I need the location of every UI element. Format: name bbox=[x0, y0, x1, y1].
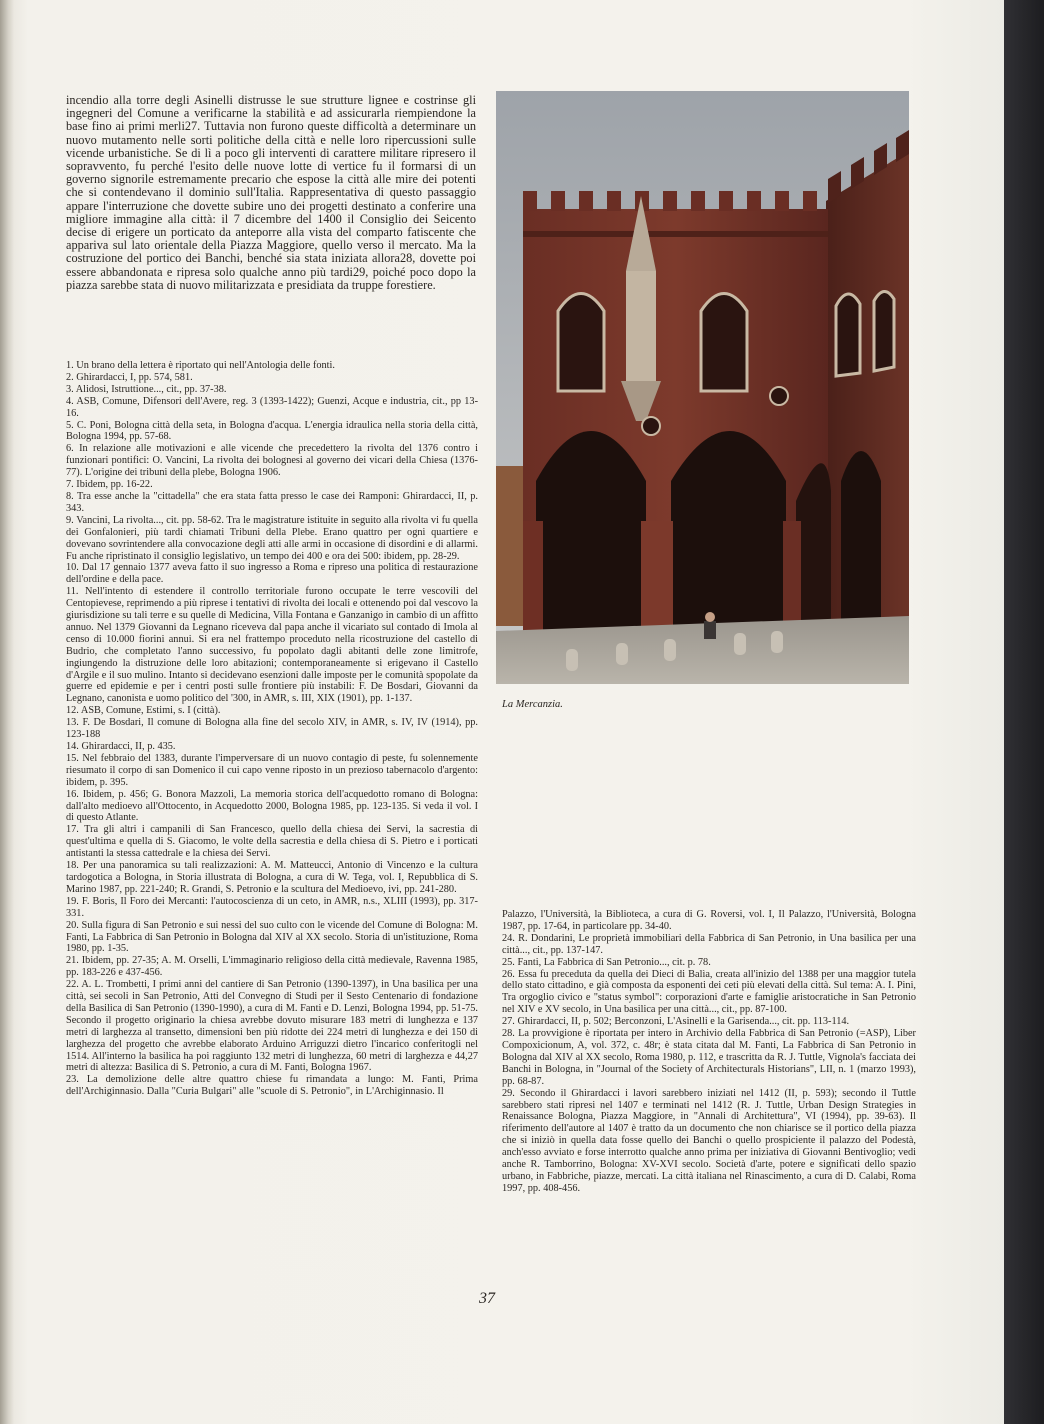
photo-mercanzia bbox=[496, 91, 909, 684]
body-paragraph: incendio alla torre degli Asinelli distrusse le sue strutture lignee e costrinse gli ingegneri del Comune a verificarne la stabilità e ad assicurarla riempiendone la base fino ai primi merli27. Tuttavia non furono queste difficoltà a determinare un nuovo mutamento nelle sorti politiche della città e nelle loro ripercussioni sulle vicende urbanistiche. Se di lì a poco gli interventi di carattere militare ripresero il sopravvento, fu perché l'esito delle nuove lotte di vertice fu il formarsi di un governo signorile estremamente precario che espose la città alle mire dei potenti che si contendevano il dominio sull'Italia. Rappresentativa di questo passaggio appare l'interruzione che dovette subire uno dei progetti destinato a conferire una migliore immagine alla città: il 7 dicembre del 1400 il Consiglio dei Seicento decise di erigere un porticato da anteporre alla vista del comparto fatiscente che appariva sul lato orientale della Piazza Maggiore, quello verso il mercato. Ma la costruzione del portico dei Banchi, benché sia stata iniziata allora28, dovette poi essere abbandonata e ripresa solo qualche anno più tardi29, poiché poco dopo la piazza sarebbe stata di nuovo militarizzata e presidiata da truppe forestiere. bbox=[66, 93, 476, 292]
footnote: 7. Ibidem, pp. 16-22. bbox=[66, 479, 153, 491]
footnote: 8. Tra esse anche la "cittadella" che era stata fatta presso le case dei Ramponi: Ghirardacci, II, p. 343. bbox=[66, 490, 478, 514]
footnote: 16. Ibidem, p. 456; G. Bonora Mazzoli, La memoria storica dell'acquedotto romano di Bologna: dall'alto medioevo all'Ottocento, in Acquedotto 2000, Bologna 1985, pp. 123-135. Si veda il vol. I di questo Atlante. bbox=[66, 788, 478, 824]
footnote: 5. C. Poni, Bologna città della seta, in Bologna d'acqua. L'energia idraulica nella storia della città, Bologna 1994, pp. 57-68. bbox=[66, 419, 478, 443]
footnote: 6. In relazione alle motivazioni e alle vicende che precedettero la rivolta del 1376 contro i funzionari pontifici: O. Vancini, La rivolta dei bolognesi al governo dei vicari della Chiesa (1376-77). L'origine dei tribuni della plebe, Bologna 1906. bbox=[66, 443, 478, 479]
footnote: 14. Ghirardacci, II, p. 435. bbox=[66, 741, 176, 752]
footnote: 9. Vancini, La rivolta..., cit. pp. 58-62. Tra le magistrature istituite in seguito alla rivolta vi fu quella dei Gonfalonieri, più tardi chiamati Tribuni della Plebe. Erano quattro per ogni quartiere e dovevano sovrintendere alla convocazione degli atti alle armi in occasione di disordini e di allarmi. Fu anche ripristinato il consiglio legislativo, un tempo dei 400 e ora dei 500: ibidem, pp. 28-29. bbox=[66, 514, 478, 562]
footnote: 17. Tra gli altri i campanili di San Francesco, quello della chiesa dei Servi, la sacrestia di quest'ultima e quella di S. Giacomo, le volte della sacrestia e della chiesa di S. Pietro e i porticati antistanti la stessa cattedrale e la chiesa dei Servi. bbox=[66, 824, 478, 860]
footnote: Palazzo, l'Università, la Biblioteca, a cura di G. Roversi, vol. I, Il Palazzo, l'Università, Bologna 1987, pp. 17-64, in particolare pp. 34-40. bbox=[502, 909, 916, 932]
book-edge-background bbox=[1004, 0, 1044, 1424]
body-text-column bbox=[66, 94, 476, 292]
footnote: 26. Essa fu preceduta da quella dei Dieci di Balìa, creata all'inizio del 1388 per una maggior tutela dello stato cittadino, e già composta da esponenti dei ceti più elevati della città. Sul tema: A. I. Pini, Tra orgoglio civico e "status symbol": corporazioni d'arte e famiglie aristocratiche in San Petronio nel XIV e XV secolo, in Una basilica per una città..., cit., pp. 87-100. bbox=[502, 968, 916, 1016]
footnote: 13. F. De Bosdari, Il comune di Bologna alla fine del secolo XIV, in AMR, s. IV, IV (1914), pp. 123-188 bbox=[66, 717, 478, 741]
footnote: 28. La provvigione è riportata per intero in Archivio della Fabbrica di San Petronio (=ASP), Liber Compoxicionum, A, vol. 372, c. 48r; è stata citata dal M. Fanti, La Fabbrica di San Petronio in Bologna dal XIV al XX secolo, Roma 1980, p. 112, e trascritta da R. J. Tuttle, Vignola's facciata dei Banchi in Bologna, in "Journal of the Society of Architecturals Historians", LII, n. 1 (marzo 1993), pp. 68-87. bbox=[502, 1028, 916, 1087]
footnotes-right-column bbox=[502, 909, 916, 1195]
footnote: 15. Nel febbraio del 1383, durante l'imperversare di un nuovo contagio di peste, fu solennemente riesumato il corpo di san Domenico il cui capo venne riposto in un prezioso tabernacolo d'argento: ibidem, p. 395. bbox=[66, 752, 478, 788]
footnote: 4. ASB, Comune, Difensori dell'Avere, reg. 3 (1393-1422); Guenzi, Acque e industria, cit., pp 13-16. bbox=[66, 395, 478, 419]
footnote: 29. Secondo il Ghirardacci i lavori sarebbero iniziati nel 1412 (II, p. 593); secondo il Tuttle sarebbero stati ripresi nel 1407 e terminati nel 1412 (R. J. Tuttle, Urban Design Strategies in Renaissance Bologna, Piazza Maggiore, in "Annali di Architettura", VI (1994), pp. 39-63). Il riferimento dell'autore al 1407 è tratto da un documento che non chiarisce se il portico della piazza che si iniziò in quella data fosse quello dei Banchi o quello prospiciente il palazzo del Podestà, anch'esso avviato e forse interrotto qualche anno prima per iniziativa di Giovanni Bentivoglio; vedi anche R. Tamborrino, Bologna: XV-XVI secolo. Società d'arte, potere e significati dello spazio urbano, in Fabbriche, piazze, mercati. La città italiana nel Rinascimento, a cura di D. Calabi, Roma 1997, pp. 408-456. bbox=[502, 1087, 916, 1194]
page-number: 37 bbox=[479, 1290, 495, 1307]
page-curl bbox=[0, 0, 14, 1424]
footnote: 21. Ibidem, pp. 27-35; A. M. Orselli, L'immaginario religioso della città medievale, Ravenna 1985, pp. 183-226 e 437-456. bbox=[66, 955, 478, 979]
photo-caption: La Mercanzia. bbox=[502, 699, 563, 710]
footnote: 10. Dal 17 gennaio 1377 aveva fatto il suo ingresso a Roma e ripreso una politica di restaurazione dell'ordine e della pace. bbox=[66, 562, 478, 586]
footnote: 25. Fanti, La Fabbrica di San Petronio..., cit. p. 78. bbox=[502, 956, 711, 968]
footnotes-left-column bbox=[66, 360, 478, 1098]
footnote: 2. Ghirardacci, I, pp. 574, 581. bbox=[66, 371, 193, 383]
footnote: 11. Nell'intento di estendere il controllo territoriale furono occupate le terre vescovili del Centopievese, reprimendo a più riprese i tentativi di rivolta dei locali e ottenendo poi dal vescovo la giurisdizione su tali terre e su quelle di Medicina, Villa Fontana e Ganzanigo in cambio di un affitto annuo. Nel 1379 Giovanni da Legnano riceveva dal papa anche il vicariato sul contado di Imola al censo di 10.000 fiorini annui. Si era nel frattempo proceduto nella ricostruzione del castello di Budrio, che completato l'anno successivo, fu popolato dagli abitanti delle zone limitrofe, ingiungendo la distruzione delle loro abitazioni; contemporaneamente si erigevano il Castello d'Argile e il suo mulino. Intanto si decidevano esenzioni dalle imposte per le comunità spopolate da guerre ed epidemie e per i centri posti sulle frontiere più instabili: F. De Bosdari, Giovanni da Legnano, canonista e uomo politico del '300, in AMR, s. III, XIX (1901), pp. 1-137. bbox=[66, 586, 478, 705]
footnote: 20. Sulla figura di San Petronio e sui nessi del suo culto con le vicende del Comune di Bologna: M. Fanti, La Fabbrica di San Petronio in Bologna dal XIV al XX secolo. Storia di un'istituzione, Roma 1980, pp. 1-35. bbox=[66, 919, 478, 955]
footnote: 23. La demolizione delle altre quattro chiese fu rimandata a lungo: M. Fanti, Prima dell'Archiginnasio. Dalla "Curia Bulgari" alle "scuole di S. Petronio", in L'Archiginnasio. Il bbox=[66, 1074, 478, 1098]
footnote: 3. Alidosi, Istruttione..., cit., pp. 37-38. bbox=[66, 383, 227, 395]
footnote: 22. A. L. Trombetti, I primi anni del cantiere di San Petronio (1390-1397), in Una basilica per una città, sei secoli in San Petronio, Atti del Convegno di Studi per il Sesto Centenario di fondazione della Basilica di San Petronio (1390-1990), a cura di M. Fanti e D. Lenzi, Bologna 1994, pp. 51-75. Secondo il progetto originario la chiesa avrebbe dovuto misurare 183 metri di lunghezza e 137 metri di larghezza al transetto, dimensioni ben più ridotte dei 224 metri di lunghezza e dei 150 di larghezza del progetto che avrebbe elaborato Arduino Arriguzzi dietro l'incarico conferitogli nel 1514. All'interno la basilica ha poi raggiunto 132 metri di lunghezza, 60 metri di larghezza e 44,27 metri di altezza: Basilica di S. Petronio, a cura di M. Fanti, Bologna 1967. bbox=[66, 979, 478, 1074]
footnote: 19. F. Boris, Il Foro dei Mercanti: l'autocoscienza di un ceto, in AMR, n.s., XLIII (1993), pp. 317-331. bbox=[66, 895, 478, 919]
footnote: 27. Ghirardacci, II, p. 502; Berconzoni, L'Asinelli e la Garisenda..., cit. pp. 113-114. bbox=[502, 1016, 850, 1028]
footnote: 1. Un brano della lettera è riportato qui nell'Antologia delle fonti. bbox=[66, 360, 335, 371]
mercanzia-building-illustration bbox=[496, 91, 909, 684]
footnote: 12. ASB, Comune, Estimi, s. I (città). bbox=[66, 705, 221, 717]
footnote: 24. R. Dondarini, Le proprietà immobiliari della Fabbrica di San Petronio, in Una basilica per una città..., cit., pp. 137-147. bbox=[502, 932, 916, 956]
footnote: 18. Per una panoramica su tali realizzazioni: A. M. Matteucci, Antonio di Vincenzo e la cultura tardogotica a Bologna, in Storia illustrata di Bologna, a cura di W. Tega, vol. I, Repubblica di S. Marino 1987, pp. 221-240; R. Grandi, S. Petronio e la scultura del Medioevo, ivi, pp. 241-280. bbox=[66, 860, 478, 895]
